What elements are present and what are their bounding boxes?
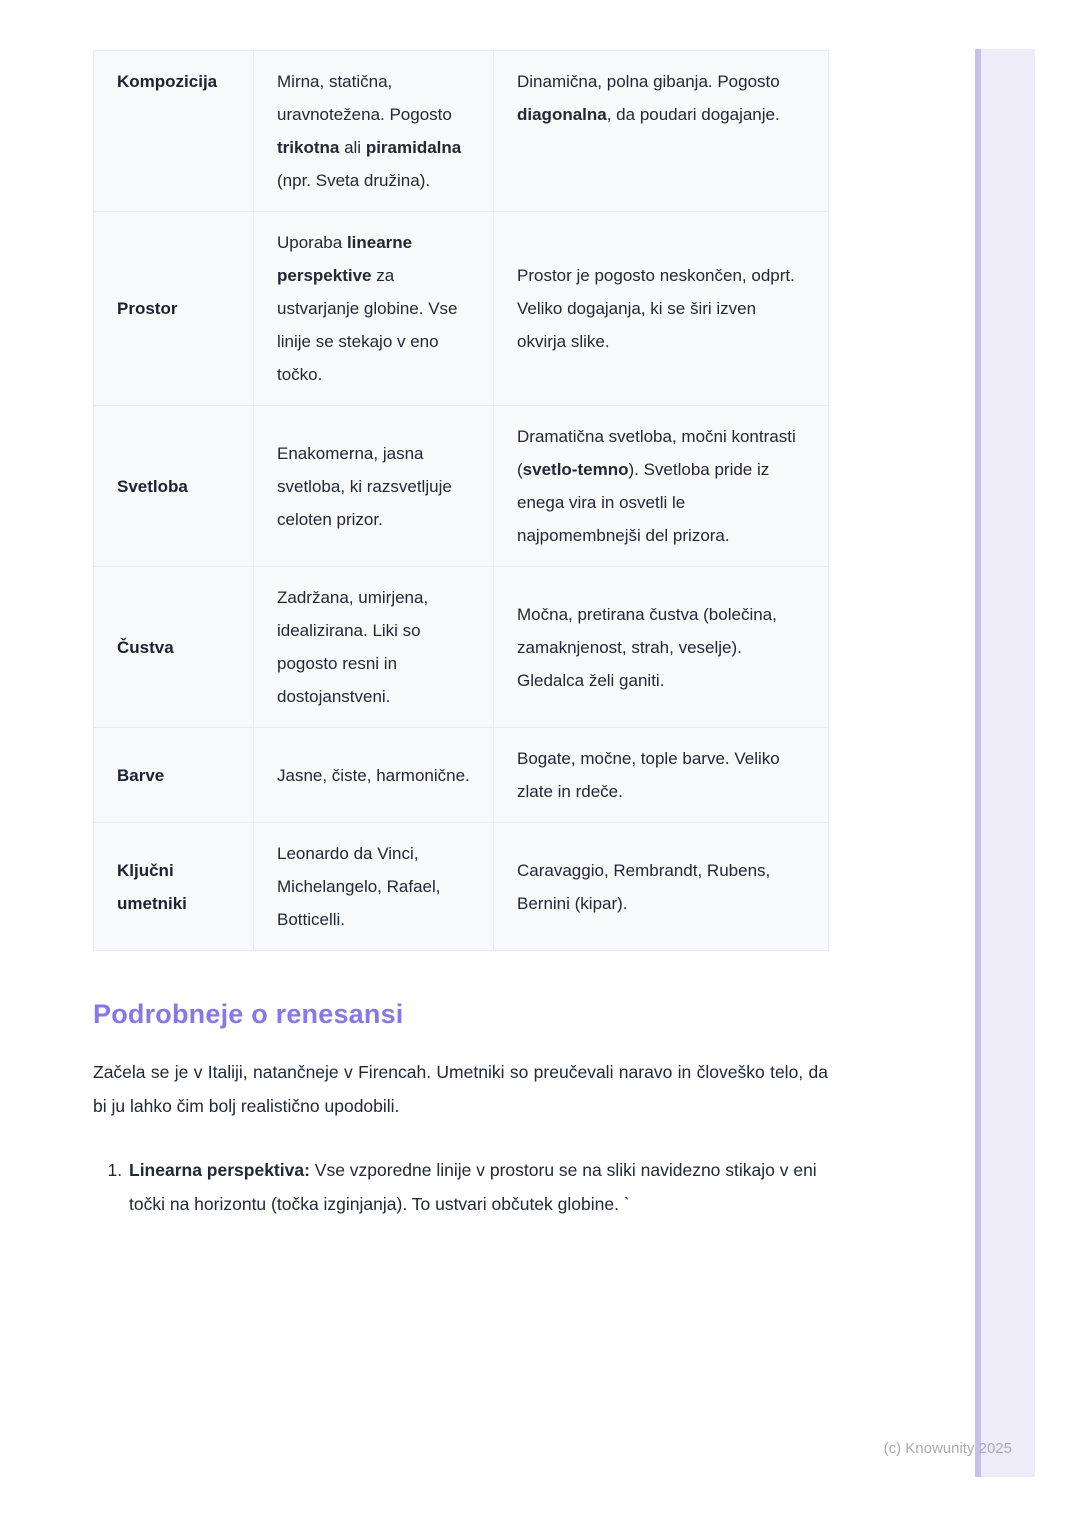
cell-text: (npr. Sveta družina). (277, 171, 431, 190)
baroque-cell (494, 51, 829, 212)
list-item (127, 1153, 828, 1221)
comparison-table-body (94, 51, 829, 951)
row-label-cell: Kompozicija (94, 51, 254, 212)
table-row (94, 212, 829, 406)
cell-text: Dramatična svetloba, močni kontrasti ( (517, 427, 796, 479)
row-label-cell: Prostor (94, 212, 254, 406)
renaissance-cell (254, 567, 494, 728)
row-label-cell: Čustva (94, 567, 254, 728)
table-row (94, 728, 829, 823)
cell-text-bold: linearne perspektive (277, 233, 413, 285)
renaissance-cell (254, 406, 494, 567)
list-item-text: Vse vzporedne linije v prostoru se na sliki navidezno stikajo v eni točki na horizontu (točka izginjanja). To ustvari občutek globine. ` (129, 1160, 817, 1214)
renaissance-cell (254, 823, 494, 951)
table-row (94, 406, 829, 567)
renaissance-cell (254, 728, 494, 823)
cell-text-bold: diagonalna (517, 105, 607, 124)
cell-text: Uporaba (277, 233, 347, 252)
cell-text: ali (339, 138, 366, 157)
baroque-cell (494, 823, 829, 951)
section-paragraph: Začela se je v Italiji, natančneje v Firencah. Umetniki so preučevali naravo in človeško telo, da bi ju lahko čim bolj realistično upodobili. (93, 1062, 828, 1116)
document-content (93, 50, 828, 1221)
cell-text: Prostor je pogosto neskončen, odprt. Veliko dogajanja, ki se širi izven okvirja slike. (517, 266, 795, 351)
cell-text: ). Svetloba pride iz enega vira in osvetli le najpomembnejši del prizora. (517, 460, 770, 545)
cell-text-bold: svetlo-temno (522, 460, 629, 479)
row-label-cell: Svetloba (94, 406, 254, 567)
cell-text: , da poudari dogajanje. (606, 105, 780, 124)
baroque-cell (494, 728, 829, 823)
cell-text: Mirna, statična, uravnotežena. Pogosto (277, 72, 452, 124)
cell-text: za ustvarjanje globine. Vse linije se stekajo v eno točko. (277, 266, 458, 384)
baroque-cell (494, 567, 829, 728)
renaissance-cell (254, 51, 494, 212)
cell-text: Jasne, čiste, harmonične. (277, 765, 470, 785)
cell-text: Enakomerna, jasna svetloba, ki razsvetljuje celoten prizor. (277, 443, 452, 529)
table-row (94, 51, 829, 212)
comparison-table (93, 50, 829, 951)
section-list (93, 1153, 828, 1221)
list-item-lead: Linearna perspektiva: (129, 1160, 310, 1180)
cell-text: Leonardo da Vinci, Michelangelo, Rafael, Botticelli. (277, 844, 441, 929)
table-row (94, 823, 829, 951)
cell-text-bold: trikotna (277, 138, 340, 157)
cell-text-bold: piramidalna (365, 138, 462, 157)
cell-text: Zadržana, umirjena, idealizirana. Liki so pogosto resni in dostojanstveni. (277, 588, 429, 706)
cell-text: Dinamična, polna gibanja. Pogosto (517, 72, 780, 91)
cell-text: Bogate, močne, tople barve. Veliko zlate in rdeče. (517, 749, 780, 801)
section-heading: Podrobneje o renesansi (93, 999, 404, 1029)
row-label-cell: Ključni umetniki (94, 823, 254, 951)
baroque-cell (494, 212, 829, 406)
page-footer: (c) Knowunity 2025 (883, 1440, 1012, 1457)
renaissance-cell (254, 212, 494, 406)
page-edge-strip (975, 49, 1035, 1477)
row-label-cell: Barve (94, 728, 254, 823)
cell-text: Caravaggio, Rembrandt, Rubens, Bernini (kipar). (517, 860, 771, 913)
table-row (94, 567, 829, 728)
baroque-cell (494, 406, 829, 567)
cell-text: Močna, pretirana čustva (bolečina, zamaknjenost, strah, veselje). Gledalca želi ganiti. (517, 604, 777, 690)
